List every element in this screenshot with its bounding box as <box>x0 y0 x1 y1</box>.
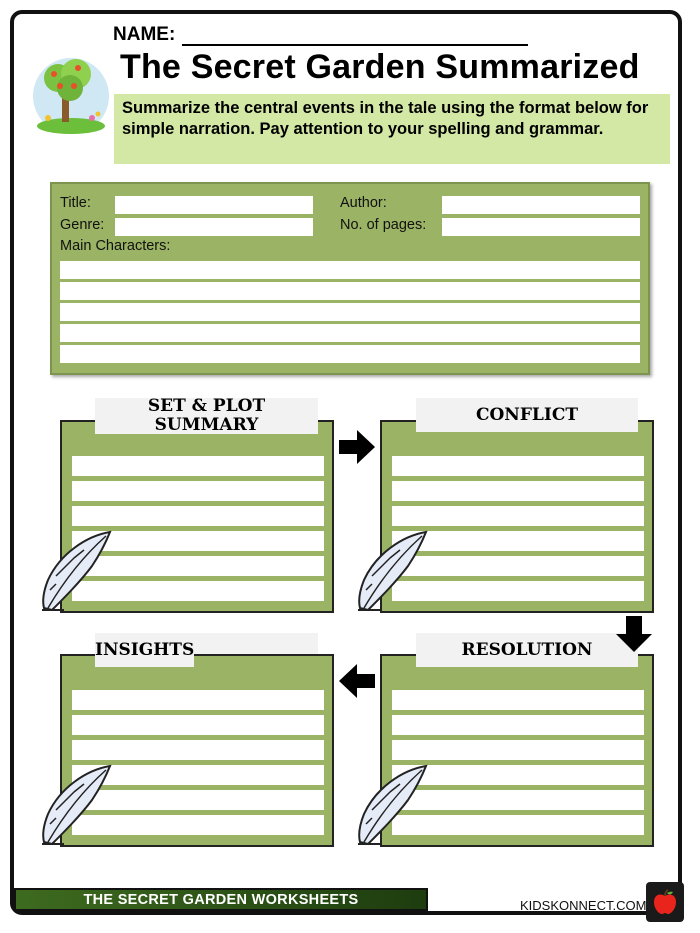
resolution-header: RESOLUTION <box>416 633 638 667</box>
characters-line[interactable] <box>60 324 640 342</box>
characters-line[interactable] <box>60 282 640 300</box>
name-input-line[interactable] <box>182 44 528 46</box>
quill-icon <box>34 528 114 614</box>
writing-line[interactable] <box>72 715 324 735</box>
writing-line[interactable] <box>392 690 644 710</box>
writing-line[interactable] <box>72 740 324 760</box>
apple-icon <box>651 888 679 916</box>
insights-header: INSIGHTS <box>95 633 194 667</box>
author-label: Author: <box>340 195 387 211</box>
writing-line[interactable] <box>392 740 644 760</box>
writing-line[interactable] <box>72 690 324 710</box>
arrow-right-icon <box>339 430 375 464</box>
writing-line[interactable] <box>72 456 324 476</box>
quill-icon <box>350 762 430 848</box>
page-title: The Secret Garden Summarized <box>120 48 640 86</box>
quill-icon <box>34 762 114 848</box>
footer-brand[interactable]: KIDSKONNECT.COM <box>520 898 647 913</box>
pages-field[interactable] <box>442 218 640 236</box>
instructions-text: Summarize the central events in the tale using the format below for simple narration. Pay attention to your spelling and grammar. <box>114 94 670 164</box>
arrow-left-icon <box>339 664 375 698</box>
title-field[interactable] <box>115 196 313 214</box>
quill-icon <box>350 528 430 614</box>
footer-banner: THE SECRET GARDEN WORKSHEETS <box>14 888 428 911</box>
conflict-header: CONFLICT <box>416 398 638 432</box>
genre-field[interactable] <box>115 218 313 236</box>
characters-line[interactable] <box>60 345 640 363</box>
writing-line[interactable] <box>392 506 644 526</box>
book-info-box <box>50 182 650 375</box>
characters-line[interactable] <box>60 261 640 279</box>
genre-label: Genre: <box>60 217 105 233</box>
arrow-down-icon <box>616 616 652 652</box>
writing-line[interactable] <box>392 481 644 501</box>
pages-label: No. of pages: <box>340 217 427 233</box>
name-label: NAME: <box>113 24 176 45</box>
set-plot-header: SET & PLOT SUMMARY <box>95 398 318 434</box>
characters-label: Main Characters: <box>60 238 171 254</box>
writing-line[interactable] <box>72 481 324 501</box>
writing-line[interactable] <box>392 715 644 735</box>
tree-icon <box>30 52 112 136</box>
writing-line[interactable] <box>392 456 644 476</box>
author-field[interactable] <box>442 196 640 214</box>
writing-line[interactable] <box>72 506 324 526</box>
apple-logo <box>646 882 684 922</box>
title-label: Title: <box>60 195 91 211</box>
characters-line[interactable] <box>60 303 640 321</box>
